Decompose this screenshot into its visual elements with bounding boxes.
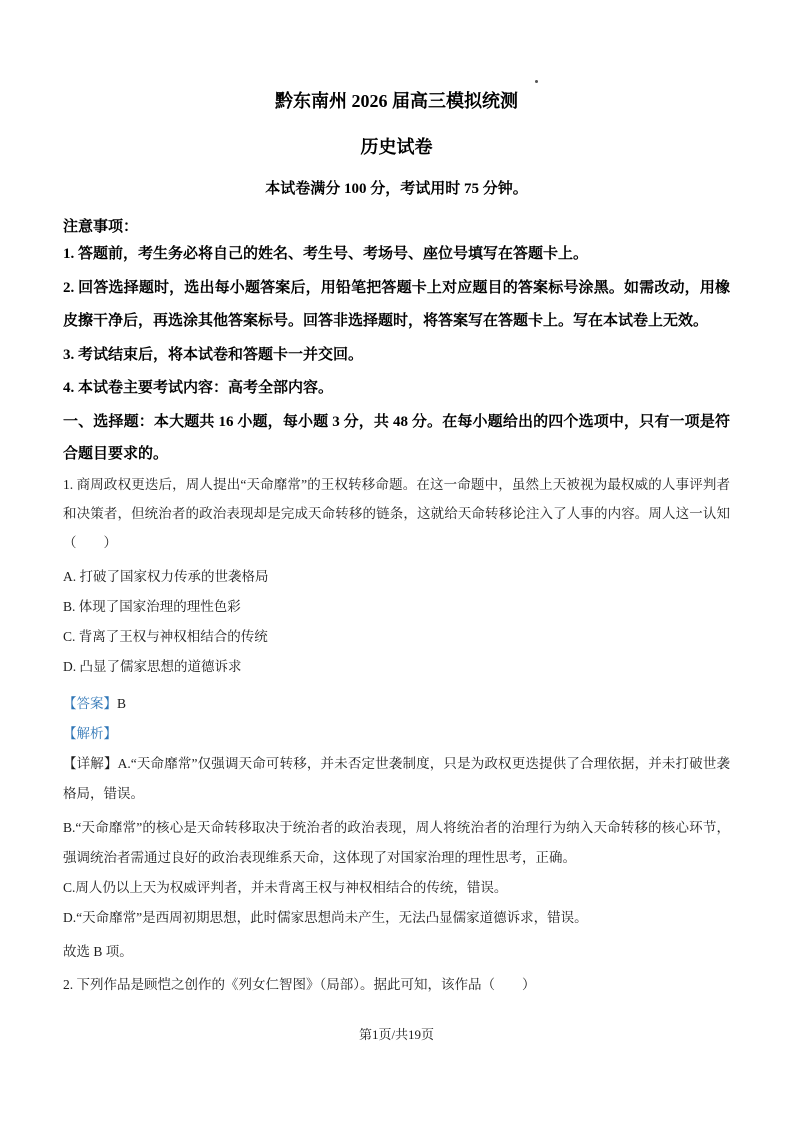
- question-1-option-b: B. 体现了国家治理的理性色彩: [63, 598, 241, 614]
- page-subtitle: 历史试卷: [360, 137, 433, 157]
- analysis-label: 【解析】: [63, 725, 117, 741]
- detail-paragraph-b: B.“天命靡常”的核心是天命转移取决于统治者的政治表现，周人将统治者的治理行为纳入天命转移的核心环节，强调统治者需通过良好的政治表现维系天命，这体现了对国家治理的理性思考，正确。: [63, 819, 730, 865]
- question-1-option-a: A. 打破了国家权力传承的世袭格局: [63, 568, 269, 584]
- answer-label: 【答案】: [63, 695, 117, 711]
- section-heading: 一、选择题：本大题共 16 小题，每小题 3 分，共 48 分。在每小题给出的四个选项中，只有一项是符合题目要求的。: [63, 413, 730, 462]
- detail-paragraph-c: C.周人仍以上天为权威评判者，并未背离王权与神权相结合的传统，错误。: [63, 879, 508, 895]
- question-1-option-c: C. 背离了王权与神权相结合的传统: [63, 628, 268, 644]
- answer-value: B: [117, 695, 127, 711]
- note-item-3: 3. 考试结束后，将本试卷和答题卡一并交回。: [63, 346, 364, 363]
- detail-paragraph-d: D.“天命靡常”是西周初期思想，此时儒家思想尚未产生，无法凸显儒家道德诉求，错误。: [63, 909, 588, 925]
- answer-analysis-block: [63, 689, 730, 967]
- question-1-option-d: D. 凸显了儒家思想的道德诉求: [63, 658, 242, 674]
- stray-dot-artifact: [535, 80, 538, 83]
- page-title: 黔东南州 2026 届高三模拟统测: [275, 91, 518, 111]
- detail-conclusion: 故选 B 项。: [63, 943, 133, 959]
- answer-line: [63, 689, 730, 719]
- exam-info-line: 本试卷满分 100 分，考试用时 75 分钟。: [265, 181, 528, 197]
- question-1-stem: 1. 商周政权更迭后，周人提出“天命靡常”的王权转移命题。在这一命题中，虽然上天被视为最权威的人事评判者和决策者，但统治者的政治表现却是完成天命转移的链条，这就给天命转移论注入了人事的内容。周人这一认知（ ）: [63, 476, 730, 550]
- note-item-2: 2. 回答选择题时，选出每小题答案后，用铅笔把答题卡上对应题目的答案标号涂黑。如需改动，用橡皮擦干净后，再选涂其他答案标号。回答非选择题时，将答案写在答题卡上。写在本试卷上无效。: [63, 279, 730, 329]
- analysis-line: [63, 719, 730, 749]
- detail-label: 【详解】: [63, 755, 118, 771]
- detail-paragraph-a: [63, 749, 730, 809]
- detail-text-a: A.“天命靡常”仅强调天命可转移，并未否定世袭制度，只是为政权更迭提供了合理依据，并未打破世袭格局，错误。: [63, 755, 731, 801]
- question-1: [63, 470, 730, 999]
- notes-heading: 注意事项：: [63, 219, 139, 235]
- note-item-4: 4. 本试卷主要考试内容：高考全部内容。: [63, 380, 334, 396]
- question-2-stem: 2. 下列作品是顾恺之创作的《列女仁智图》（局部）。据此可知，该作品（ ）: [63, 976, 536, 992]
- page-footer: 第1页/共19页: [358, 1027, 435, 1042]
- note-item-1: 1. 答题前，考生务必将自己的姓名、考生号、考场号、座位号填写在答题卡上。: [63, 246, 589, 262]
